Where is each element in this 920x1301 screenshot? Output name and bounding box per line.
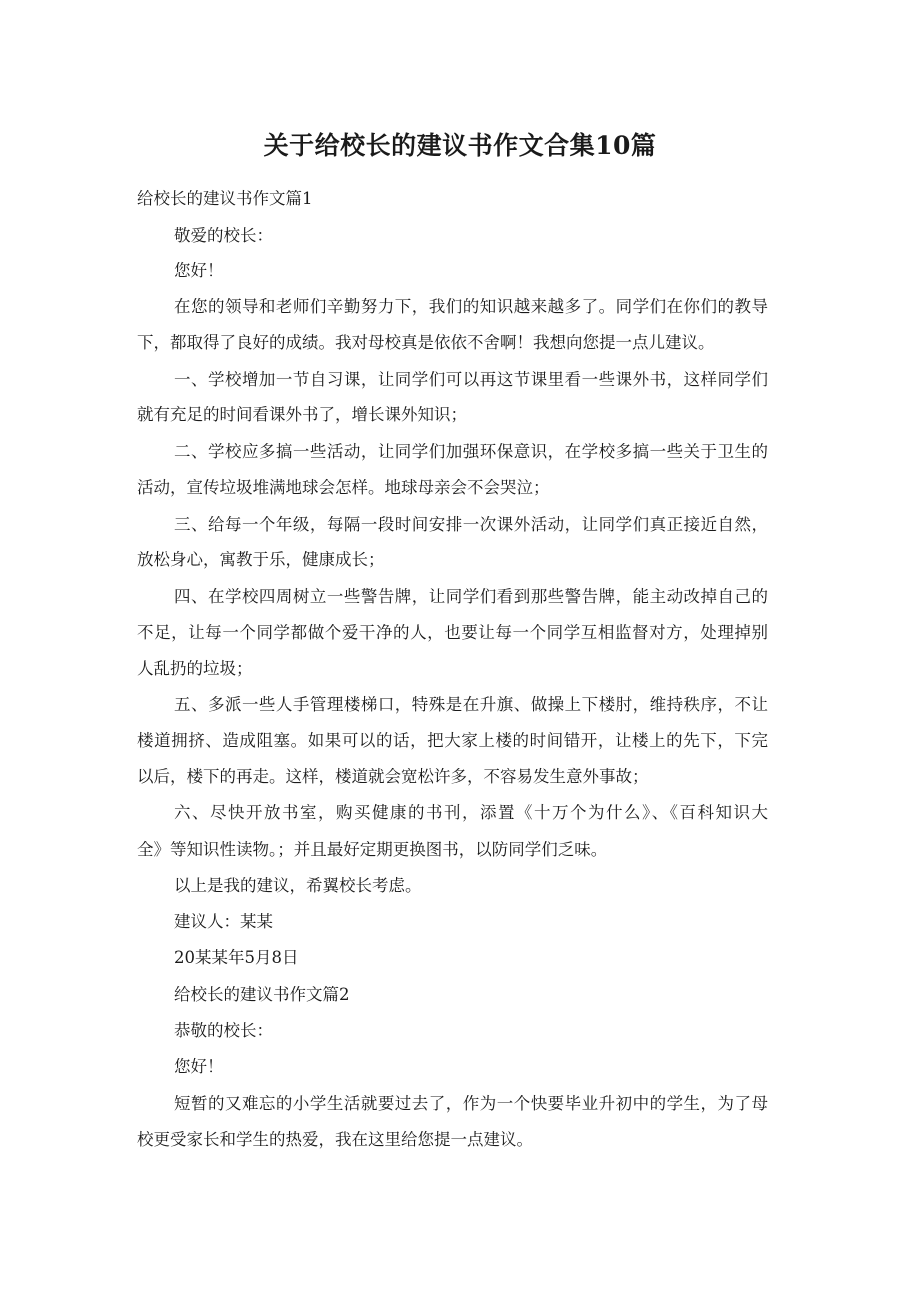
paragraph-line: 就有充足的时间看课外书了，增长课外知识； [137,405,467,424]
paragraph-line: 一、学校增加一节自习课，让同学们可以再这节课里看一些课外书，这样同学们 [174,370,768,389]
greeting: 您好！ [174,261,224,280]
date-line: 20某某年5月8日 [174,948,299,967]
paragraph-line: 三、给每一个年级，每隔一段时间安排一次课外活动，让同学们真正接近自然， [174,515,768,534]
paragraph-line: 楼道拥挤、造成阻塞。如果可以的话，把大家上楼的时间错开，让楼上的先下，下完 [137,731,768,750]
paragraph-line: 五、多派一些人手管理楼梯口，特殊是在升旗、做操上下楼肘，维持秩序，不让 [174,695,768,714]
paragraph-line: 六、尽快开放书室，购买健康的书刊，添置《十万个为什么》、《百科知识大 [174,803,768,822]
paragraph-line: 人乱扔的垃圾； [137,659,253,678]
paragraph-line: 不足，让每一个同学都做个爱干净的人，也要让每一个同学互相监督对方，处理掉别 [137,623,768,642]
document-title: 关于给校长的建议书作文合集10篇 [263,131,657,160]
paragraph-line: 四、在学校四周树立一些警告牌，让同学们看到那些警告牌，能主动改掉自己的 [174,587,768,606]
signature-line: 建议人：某某 [174,912,273,931]
paragraph-line: 下，都取得了良好的成绩。我对母校真是依依不舍啊！我想向您提一点儿建议。 [137,333,715,352]
paragraph-line: 校更受家长和学生的热爱，我在这里给您提一点建议。 [137,1130,533,1149]
paragraph-line: 二、学校应多搞一些活动，让同学们加强环保意识，在学校多搞一些关于卫生的 [174,442,768,461]
greeting: 您好！ [174,1057,224,1076]
paragraph-line: 活动，宣传垃圾堆满地球会怎样。地球母亲会不会哭泣； [137,478,550,497]
paragraph-line: 在您的领导和老师们辛勤努力下，我们的知识越来越多了。同学们在你们的教导 [174,297,768,316]
paragraph-line: 短暂的又难忘的小学生活就要过去了，作为一个快要毕业升初中的学生，为了母 [174,1094,768,1113]
salutation: 恭敬的校长： [174,1021,273,1040]
section-heading-2: 给校长的建议书作文篇2 [174,985,350,1004]
salutation: 敬爱的校长： [174,226,273,245]
section-heading-1: 给校长的建议书作文篇1 [137,189,313,208]
paragraph-line: 放松身心，寓教于乐，健康成长； [137,550,385,569]
paragraph-line: 以后，楼下的再走。这样，楼道就会宽松许多，不容易发生意外事故； [137,767,649,786]
paragraph-line: 全》等知识性读物。；并且最好定期更换图书，以防同学们乏味。 [137,840,608,859]
closing-line: 以上是我的建议，希翼校长考虑。 [174,876,422,895]
